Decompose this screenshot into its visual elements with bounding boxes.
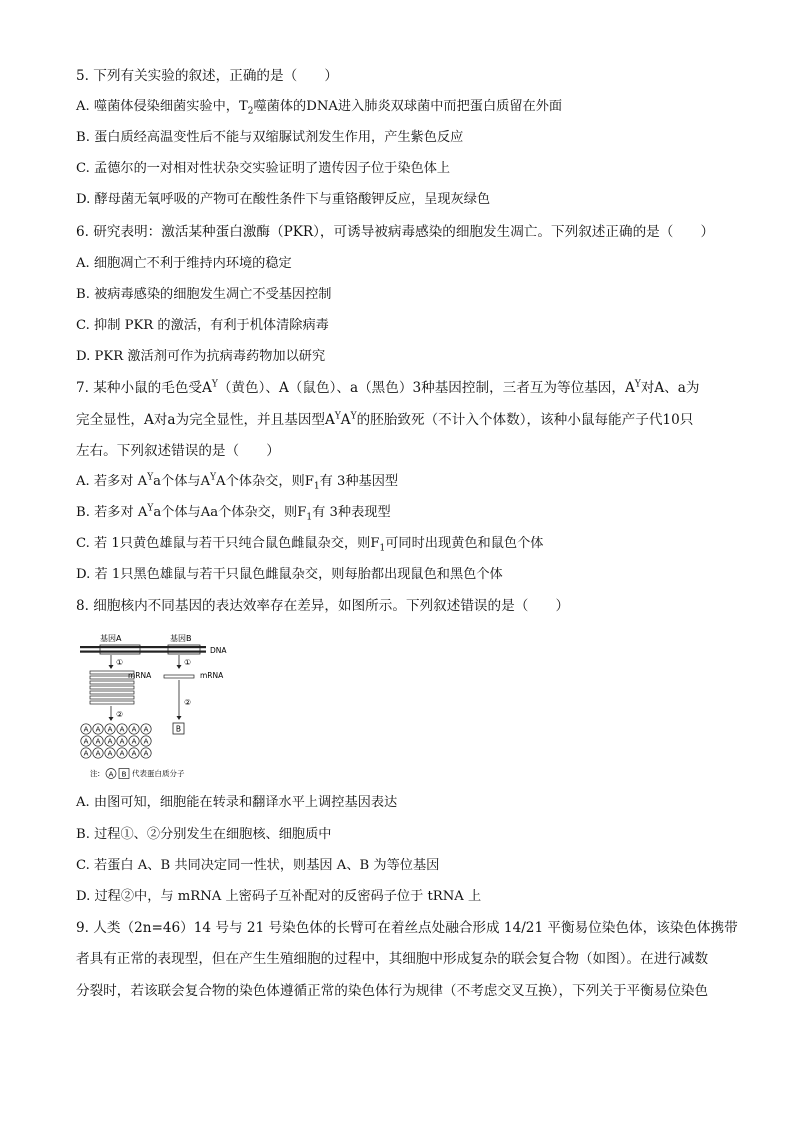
protein-a-grid	[81, 724, 151, 758]
q6-option-d: D. PKR 激活剂可作为抗病毒药物加以研究	[76, 349, 326, 364]
protein-a-letter: A	[107, 725, 113, 734]
protein-a-letter: A	[95, 737, 101, 746]
q7-option-c: C. 若 1只黄色雄鼠与若干只纯合鼠色雌鼠杂交，则$F_1$可同时出现黄色和鼠色个体	[76, 536, 544, 554]
q9-stem-line2: 者具有正常的表现型，但在产生生殖细胞的过程中，其细胞中形成复杂的联会复合物（如图）。在进行减数	[76, 951, 709, 967]
step2-label-b: ②	[184, 698, 192, 707]
mrna-label-b: mRNA	[200, 671, 224, 680]
protein-a-letter: A	[107, 737, 113, 746]
q7-stem-line2: 完全显性，A对a为完全显性，并且基因型$A^YA^Y$的胚胎致死（不计入个体数），该种小鼠每能产子代10只	[76, 411, 694, 428]
q8-option-b: B. 过程①、②分别发生在细胞核、细胞质中	[76, 827, 332, 842]
protein-b	[173, 723, 184, 734]
q6-stem: 6. 研究表明：激活某种蛋白激酶（PKR），可诱导被病毒感染的细胞发生凋亡。下列叙述正确的是（ ）	[76, 224, 715, 240]
dna-strand	[80, 645, 206, 654]
q6-option-c: C. 抑制 PKR 的激活，有利于机体清除病毒	[76, 318, 329, 333]
q7-stem-line1: 7. 某种小鼠的毛色受$A^Y$（黄色）、A（鼠色）、a（黑色）3种基因控制，三者互为等位基因，$A^Y$对A、a为	[76, 379, 700, 396]
protein-a-letter: A	[119, 749, 125, 758]
protein-a-letter: A	[143, 749, 149, 758]
mrna-b	[164, 675, 194, 678]
protein-a-letter: A	[131, 737, 137, 746]
protein-a-letter: A	[83, 725, 89, 734]
protein-a-letter: A	[143, 737, 149, 746]
gene-a-label: 基因A	[100, 634, 122, 643]
q7-option-a: A. 若多对 $A^Ya$个体与$A^YA$个体杂交，则$F_1$有 3种基因型	[76, 472, 399, 492]
figure-note	[90, 768, 185, 779]
q5-option-c: C. 孟德尔的一对相对性状杂交实验证明了遗传因子位于染色体上	[76, 161, 451, 176]
q8-option-d: D. 过程②中，与 mRNA 上密码子互补配对的反密码子位于 tRNA 上	[76, 889, 482, 904]
q7-stem-line3: 左右。下列叙述错误的是（ ）	[76, 443, 280, 459]
q7-option-b: B. 若多对 $A^Ya$个体与Aa个体杂交，则$F_1$有 3种表现型	[76, 503, 391, 523]
protein-a-letter: A	[107, 749, 113, 758]
dna-label: DNA	[210, 646, 227, 655]
gene-b-label: 基因B	[170, 634, 192, 643]
q9-stem-line3: 分裂时，若该联会复合物的染色体遵循正常的染色体行为规律（不考虑交叉互换），下列关于平衡易位染色	[76, 983, 709, 999]
q7-option-d: D. 若 1只黑色雄鼠与若干只鼠色雌鼠杂交，则每胎都出现鼠色和黑色个体	[76, 567, 503, 582]
protein-a-letter: A	[119, 725, 125, 734]
gene-expression-diagram	[76, 629, 228, 782]
protein-a-letter: A	[83, 749, 89, 758]
protein-a-letter: A	[95, 725, 101, 734]
note-prefix: 注:	[90, 769, 101, 778]
arrow-translation-b	[177, 680, 182, 720]
q5-option-b: B. 蛋白质经高温变性后不能与双缩脲试剂发生作用，产生紫色反应	[76, 130, 464, 145]
q6-option-a: A. 细胞凋亡不利于维持内环境的稳定	[76, 256, 292, 271]
protein-a-letter: A	[95, 749, 101, 758]
q8-stem: 8. 细胞核内不同基因的表达效率存在差异，如图所示。下列叙述错误的是（ ）	[76, 598, 570, 614]
protein-a-letter: A	[131, 725, 137, 734]
arrow-translation-a	[109, 706, 114, 721]
protein-b-letter: B	[175, 724, 182, 734]
step1-label-a: ①	[116, 658, 124, 667]
q8-option-a: A. 由图可知，细胞能在转录和翻译水平上调控基因表达	[76, 795, 398, 810]
q8-option-c: C. 若蛋白 A、B 共同决定同一性状，则基因 A、B 为等位基因	[76, 858, 440, 873]
mrna-label-a: mRNA	[128, 671, 152, 680]
q5-option-d: D. 酵母菌无氧呼吸的产物可在酸性条件下与重铬酸钾反应，呈现灰绿色	[76, 192, 491, 207]
arrow-transcription-b	[177, 655, 182, 669]
step1-label-b: ①	[184, 658, 192, 667]
q6-option-b: B. 被病毒感染的细胞发生凋亡不受基因控制	[76, 287, 332, 302]
note-protein-a: A	[108, 770, 114, 779]
q9-stem-line1: 9. 人类（2n=46）14 号与 21 号染色体的长臂可在着丝点处融合形成 14/21 平衡易位染色体，该染色体携带	[76, 920, 738, 936]
protein-a-letter: A	[131, 749, 137, 758]
q5-option-a: A. 噬菌体侵染细菌实验中，$T_2$噬菌体的DNA进入肺炎双球菌中而把蛋白质留在外面	[76, 99, 563, 117]
arrow-transcription-a	[109, 655, 114, 669]
q5-stem: 5. 下列有关实验的叙述，正确的是（ ）	[76, 68, 338, 84]
note-protein-b: B	[121, 770, 127, 779]
protein-a-letter: A	[143, 725, 149, 734]
step2-label-a: ②	[116, 710, 124, 719]
protein-a-letter: A	[83, 737, 89, 746]
protein-a-letter: A	[119, 737, 125, 746]
note-text: 代表蛋白质分子	[132, 769, 185, 778]
